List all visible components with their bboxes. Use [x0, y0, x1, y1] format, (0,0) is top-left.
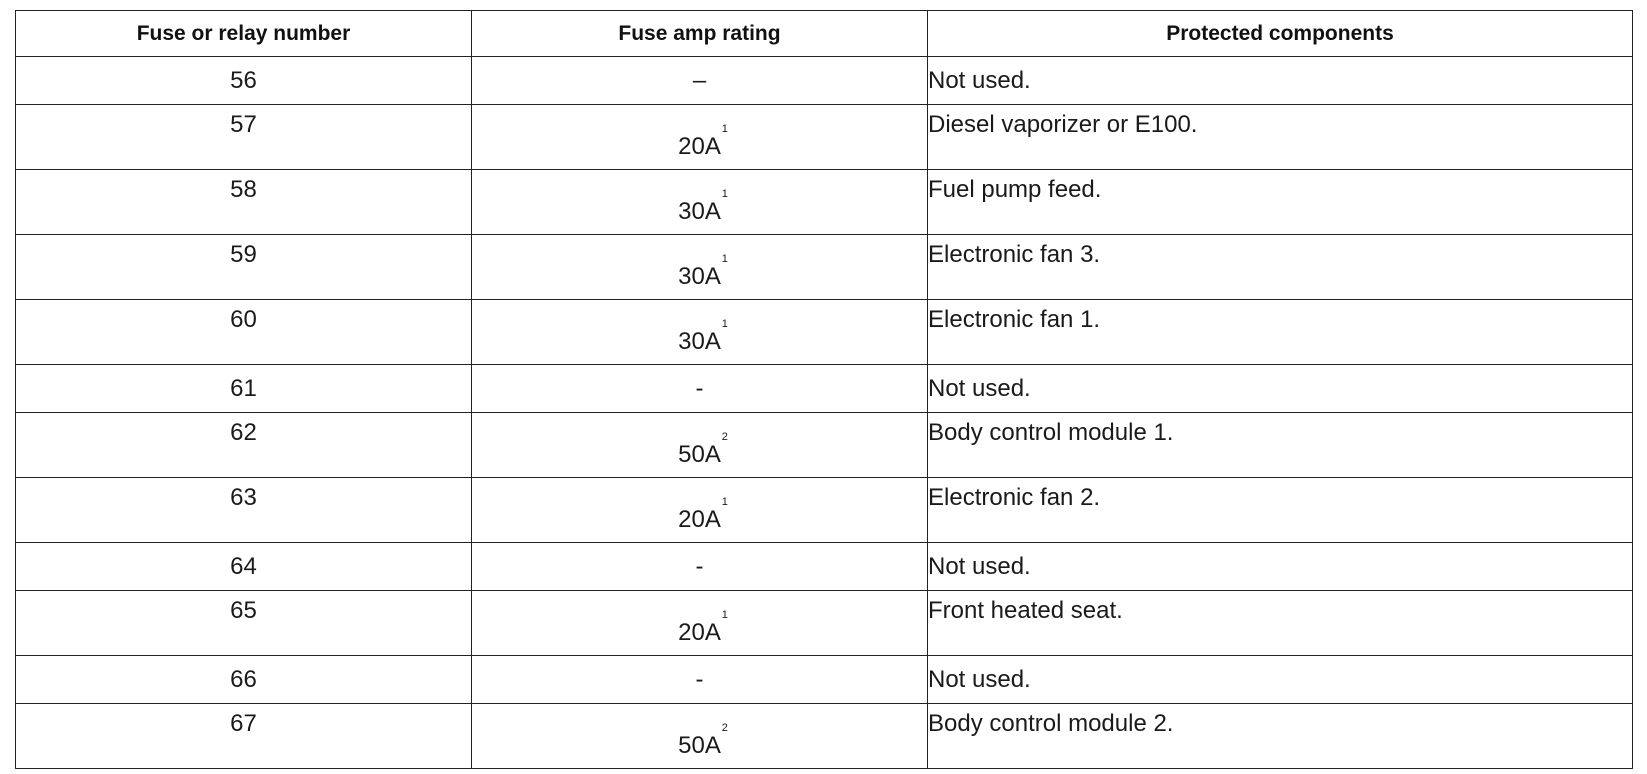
- footnote-marker: 1: [721, 253, 728, 265]
- amp-rating-cell: [472, 57, 928, 105]
- amp-rating-cell: [472, 235, 928, 300]
- fuse-number-cell: 62: [16, 413, 472, 478]
- table-row: [16, 300, 1633, 365]
- protected-component-cell: Not used.: [928, 365, 1633, 413]
- table-row: [16, 105, 1633, 170]
- amp-rating-value: [678, 609, 728, 647]
- protected-component-cell: Electronic fan 2.: [928, 478, 1633, 543]
- amp-rating-text: 50A: [678, 732, 721, 759]
- amp-rating-value: [696, 553, 704, 581]
- header-amp-rating: Fuse amp rating: [472, 11, 928, 57]
- amp-rating-cell: [472, 591, 928, 656]
- fuse-number-cell: 64: [16, 543, 472, 591]
- table-row: [16, 413, 1633, 478]
- protected-component-cell: Diesel vaporizer or E100.: [928, 105, 1633, 170]
- protected-component-cell: Fuel pump feed.: [928, 170, 1633, 235]
- fuse-number-cell: 61: [16, 365, 472, 413]
- amp-rating-cell: [472, 105, 928, 170]
- fuse-number-cell: 65: [16, 591, 472, 656]
- table-row: [16, 478, 1633, 543]
- header-row: [16, 11, 1633, 57]
- amp-rating-value: [678, 318, 728, 356]
- fuse-number-cell: 59: [16, 235, 472, 300]
- header-fuse-number: Fuse or relay number: [16, 11, 472, 57]
- header-protected-components: Protected components: [928, 11, 1633, 57]
- protected-component-cell: Body control module 1.: [928, 413, 1633, 478]
- amp-rating-cell: [472, 300, 928, 365]
- amp-rating-text: 50A: [678, 441, 721, 468]
- amp-rating-value: [678, 253, 728, 291]
- amp-rating-text: -: [695, 665, 704, 693]
- amp-rating-text: -: [695, 374, 704, 402]
- footnote-marker: 1: [721, 188, 728, 200]
- amp-rating-text: –: [692, 66, 707, 94]
- table-row: [16, 365, 1633, 413]
- amp-rating-text: 30A: [678, 328, 721, 355]
- protected-component-cell: Not used.: [928, 543, 1633, 591]
- table-row: [16, 704, 1633, 769]
- amp-rating-text: 30A: [678, 263, 721, 290]
- fuse-number-cell: 67: [16, 704, 472, 769]
- footnote-marker: 1: [721, 318, 728, 330]
- footnote-marker: 1: [721, 496, 728, 508]
- amp-rating-cell: [472, 656, 928, 704]
- table-row: [16, 543, 1633, 591]
- amp-rating-value: [693, 67, 706, 95]
- amp-rating-text: 30A: [678, 198, 721, 225]
- footnote-marker: 1: [721, 123, 728, 135]
- amp-rating-value: [696, 666, 704, 694]
- table-row: [16, 57, 1633, 105]
- amp-rating-text: 20A: [678, 506, 721, 533]
- amp-rating-value: [678, 431, 728, 469]
- table-row: [16, 591, 1633, 656]
- amp-rating-value: [678, 496, 728, 534]
- amp-rating-value: [696, 375, 704, 403]
- fuse-number-cell: 58: [16, 170, 472, 235]
- footnote-marker: 2: [721, 722, 728, 734]
- protected-component-cell: Body control module 2.: [928, 704, 1633, 769]
- amp-rating-cell: [472, 704, 928, 769]
- fuse-number-cell: 57: [16, 105, 472, 170]
- fuse-table: [15, 10, 1633, 769]
- amp-rating-value: [678, 722, 728, 760]
- footnote-marker: 2: [721, 431, 728, 443]
- protected-component-cell: Not used.: [928, 57, 1633, 105]
- amp-rating-text: 20A: [678, 133, 721, 160]
- table-body: [16, 57, 1633, 769]
- protected-component-cell: Front heated seat.: [928, 591, 1633, 656]
- protected-component-cell: Electronic fan 1.: [928, 300, 1633, 365]
- protected-component-cell: Electronic fan 3.: [928, 235, 1633, 300]
- table-row: [16, 235, 1633, 300]
- fuse-number-cell: 60: [16, 300, 472, 365]
- amp-rating-cell: [472, 170, 928, 235]
- table-row: [16, 656, 1633, 704]
- amp-rating-cell: [472, 543, 928, 591]
- footnote-marker: 1: [721, 609, 728, 621]
- amp-rating-cell: [472, 478, 928, 543]
- amp-rating-value: [678, 188, 728, 226]
- fuse-number-cell: 63: [16, 478, 472, 543]
- amp-rating-cell: [472, 413, 928, 478]
- fuse-number-cell: 66: [16, 656, 472, 704]
- table-row: [16, 170, 1633, 235]
- fuse-number-cell: 56: [16, 57, 472, 105]
- amp-rating-text: -: [695, 552, 704, 580]
- table-header: [16, 11, 1633, 57]
- protected-component-cell: Not used.: [928, 656, 1633, 704]
- amp-rating-cell: [472, 365, 928, 413]
- amp-rating-value: [678, 123, 728, 161]
- amp-rating-text: 20A: [678, 619, 721, 646]
